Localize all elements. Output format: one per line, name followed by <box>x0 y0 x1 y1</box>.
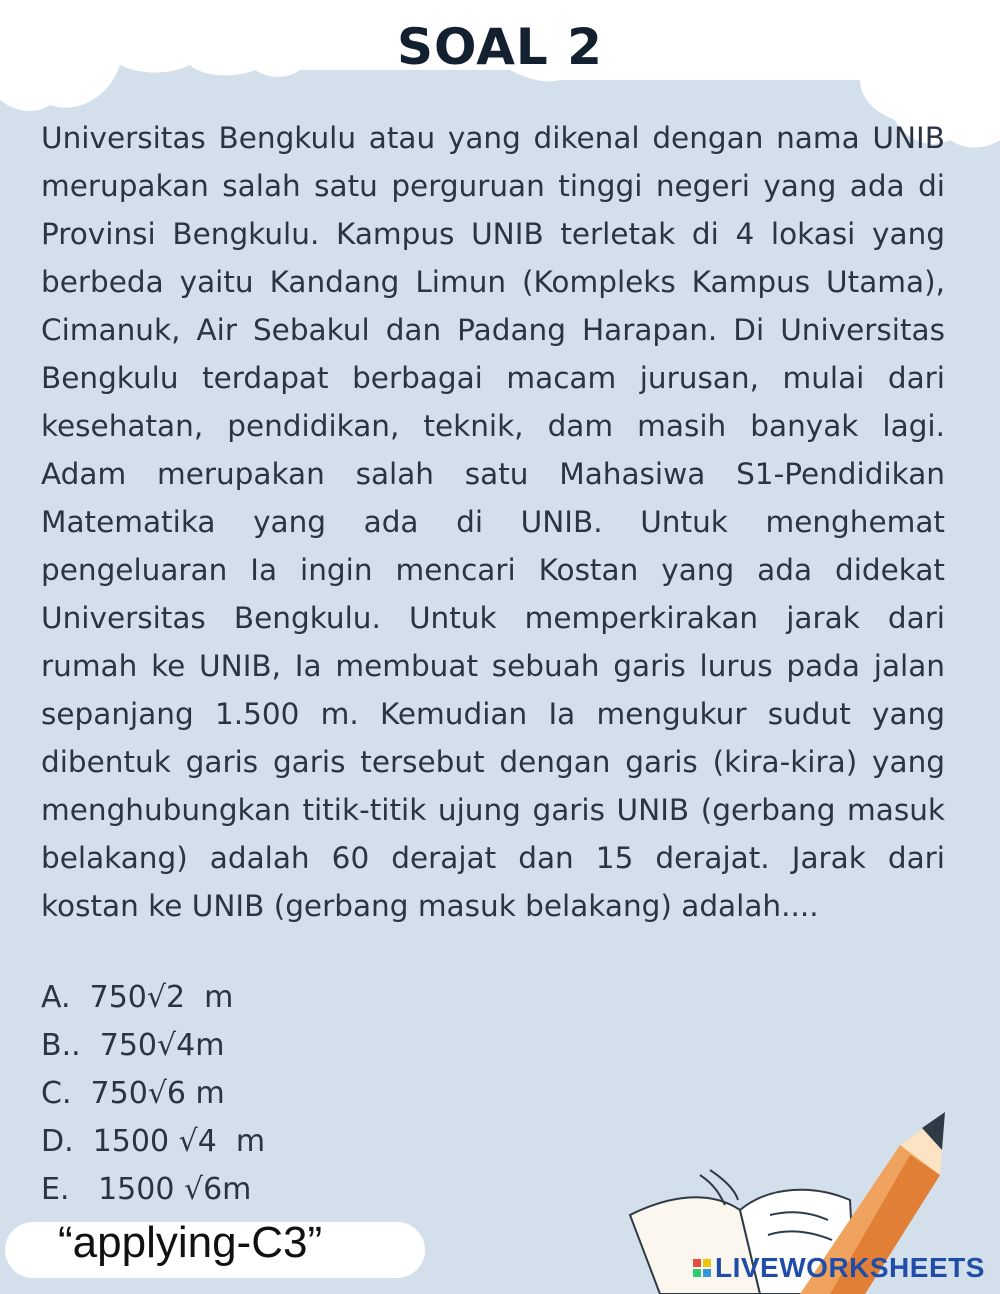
option-d[interactable]: D. 1500 √4 m <box>41 1124 266 1159</box>
logo-text: LIVEWORKSHEETS <box>715 1252 985 1283</box>
level-tag: “applying-C3” <box>58 1218 323 1267</box>
option-b[interactable]: B.. 750√4m <box>41 1028 225 1063</box>
option-a[interactable]: A. 750√2 m <box>41 980 234 1015</box>
option-c[interactable]: C. 750√6 m <box>41 1076 225 1111</box>
question-passage: Universitas Bengkulu atau yang dikenal dengan nama UNIB merupakan salah satu perguruan tinggi negeri yang ada di Provinsi Bengkulu. Kampus UNIB terletak di 4 lokasi yang berbeda yaitu Kandang Limun (Kompleks Kampus Utama), Cimanuk, Air Sebakul dan Padang Harapan. Di Universitas Bengkulu terdapat berbagai macam jurusan, mulai dari kesehatan, pendidikan, teknik, dam masih banyak lagi. Adam merupakan salah satu Mahasiwa S1-Pendidikan Matematika yang ada di UNIB. Untuk menghemat pengeluaran Ia ingin mencari Kostan yang ada didekat Universitas Bengkulu. Untuk memperkirakan jarak dari rumah ke UNIB, Ia membuat sebuah garis lurus pada jalan sepanjang 1.500 m. Kemudian Ia mengukur sudut yang dibentuk garis garis tersebut dengan garis (kira-kira) yang menghubungkan titik-titik ujung garis UNIB (gerbang masuk belakang) adalah 60 derajat dan 15 derajat. Jarak dari kostan ke UNIB (gerbang masuk belakang) adalah.... <box>41 121 945 923</box>
option-e[interactable]: E. 1500 √6m <box>41 1172 252 1207</box>
liveworksheets-logo <box>693 1252 985 1284</box>
page-title: SOAL 2 <box>397 18 603 76</box>
logo-grid-icon <box>693 1259 711 1277</box>
answer-options <box>41 974 265 1214</box>
